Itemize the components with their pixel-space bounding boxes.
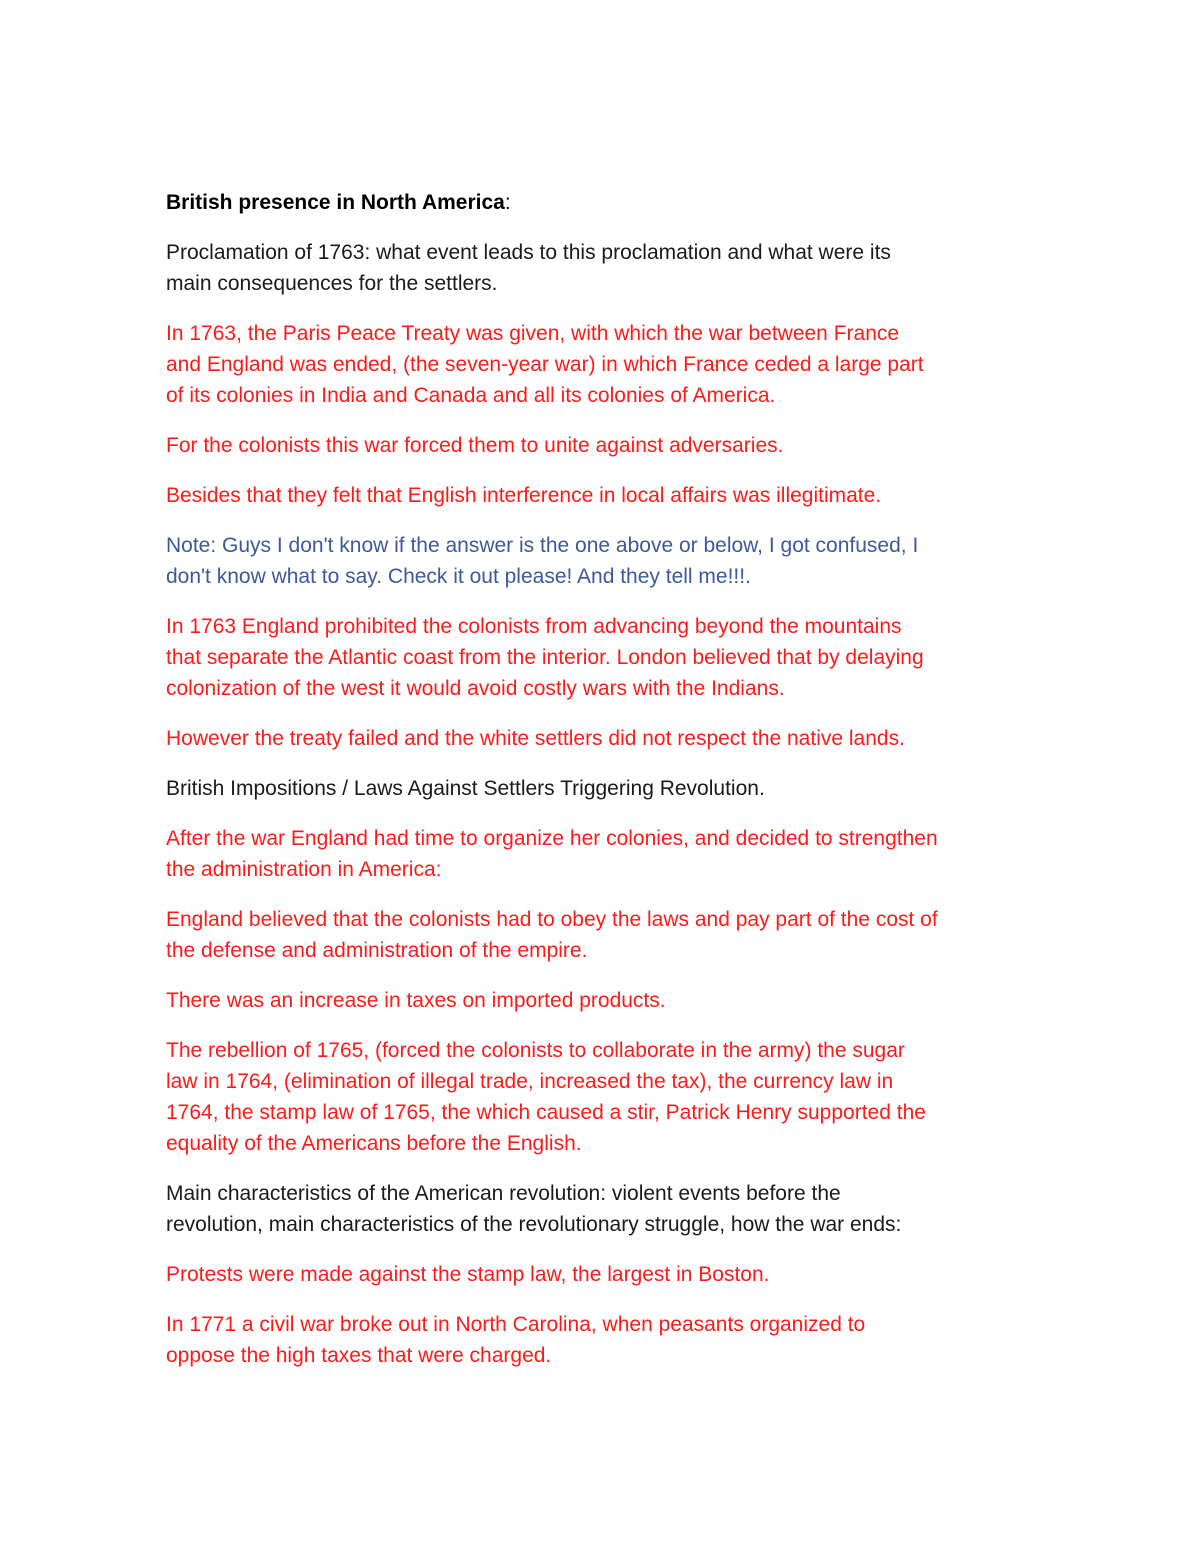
paragraph xyxy=(166,1035,1046,1159)
paragraph-line: The rebellion of 1765, (forced the colonists to collaborate in the army) the sugar xyxy=(166,1039,905,1062)
paragraph-line: For the colonists this war forced them to unite against adversaries. xyxy=(166,434,784,457)
paragraph xyxy=(166,723,1046,754)
paragraph xyxy=(166,773,1046,804)
paragraph xyxy=(166,904,1046,966)
section-heading-suffix: : xyxy=(504,191,511,214)
paragraph-line: 1764, the stamp law of 1765, the which caused a stir, Patrick Henry supported the xyxy=(166,1101,926,1124)
paragraph xyxy=(166,985,1046,1016)
paragraph-line: Note: Guys I don't know if the answer is the one above or below, I got confused, I xyxy=(166,534,919,557)
paragraph-line: Besides that they felt that English interference in local affairs was illegitimate. xyxy=(166,484,882,507)
paragraph-line: the defense and administration of the empire. xyxy=(166,939,588,962)
paragraph-line: In 1763 England prohibited the colonists from advancing beyond the mountains xyxy=(166,615,902,638)
paragraph xyxy=(166,1309,1046,1371)
paragraph xyxy=(166,318,1046,411)
paragraph-line: There was an increase in taxes on imported products. xyxy=(166,989,666,1012)
paragraph-line: Protests were made against the stamp law, the largest in Boston. xyxy=(166,1263,770,1286)
paragraph-line: that separate the Atlantic coast from the interior. London believed that by delaying xyxy=(166,646,924,669)
paragraph xyxy=(166,823,1046,885)
paragraph-line: main consequences for the settlers. xyxy=(166,272,498,295)
paragraph-line: revolution, main characteristics of the revolutionary struggle, how the war ends: xyxy=(166,1213,902,1236)
paragraph xyxy=(166,480,1046,511)
paragraph-line: England believed that the colonists had to obey the laws and pay part of the cost of xyxy=(166,908,938,931)
paragraph xyxy=(166,530,1046,592)
paragraph-line: In 1771 a civil war broke out in North Carolina, when peasants organized to xyxy=(166,1313,866,1336)
paragraph xyxy=(166,430,1046,461)
paragraph-line: After the war England had time to organize her colonies, and decided to strengthen xyxy=(166,827,938,850)
paragraph-line: British Impositions / Laws Against Settlers Triggering Revolution. xyxy=(166,777,765,800)
paragraph-line: of its colonies in India and Canada and all its colonies of America. xyxy=(166,384,776,407)
paragraph-line: Proclamation of 1763: what event leads to this proclamation and what were its xyxy=(166,241,891,264)
paragraph-line: In 1763, the Paris Peace Treaty was given, with which the war between France xyxy=(166,322,900,345)
paragraph-line: don't know what to say. Check it out please! And they tell me!!!. xyxy=(166,565,751,588)
paragraph-list xyxy=(166,237,1046,1371)
paragraph-line: Main characteristics of the American revolution: violent events before the xyxy=(166,1182,841,1205)
paragraph-line: and England was ended, (the seven-year war) in which France ceded a large part xyxy=(166,353,924,376)
section-heading xyxy=(166,187,1046,218)
paragraph-line: the administration in America: xyxy=(166,858,442,881)
paragraph-line: equality of the Americans before the English. xyxy=(166,1132,582,1155)
paragraph-line: colonization of the west it would avoid costly wars with the Indians. xyxy=(166,677,785,700)
document-page xyxy=(166,187,1046,1390)
paragraph-line: law in 1764, (elimination of illegal trade, increased the tax), the currency law in xyxy=(166,1070,894,1093)
paragraph-line: oppose the high taxes that were charged. xyxy=(166,1344,552,1367)
paragraph xyxy=(166,611,1046,704)
paragraph-line: However the treaty failed and the white settlers did not respect the native lands. xyxy=(166,727,905,750)
paragraph xyxy=(166,1178,1046,1240)
section-heading-bold: British presence in North America xyxy=(166,191,505,214)
paragraph xyxy=(166,1259,1046,1290)
paragraph xyxy=(166,237,1046,299)
